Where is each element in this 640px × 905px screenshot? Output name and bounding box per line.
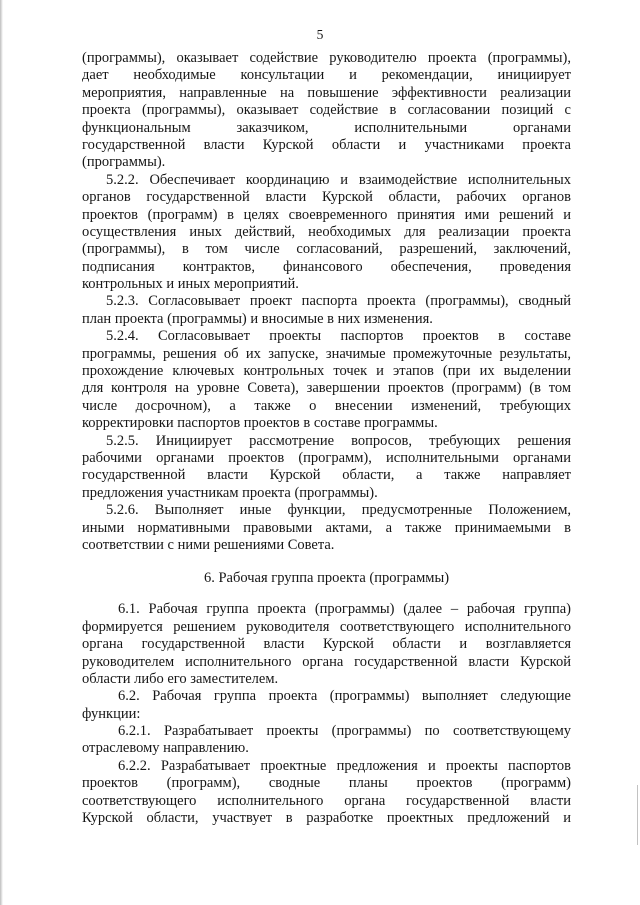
text-line: 5.2.6. Выполняет иные функции, предусмотренные Положением, <box>106 502 571 519</box>
text-line: мероприятия, направленные на повышение эффективности реализации <box>82 84 571 101</box>
text-line: функциональным заказчиком, исполнительными органами <box>82 119 571 136</box>
text-line: 5.2.5. Инициирует рассмотрение вопросов, требующих решения <box>106 432 571 449</box>
text-line: соответствующего исполнительного органа государственной власти <box>82 792 571 809</box>
document-body <box>82 50 571 827</box>
text-line: план проекта (программы) и вносимые в них изменения. <box>82 310 433 327</box>
text-line: 5.2.3. Согласовывает проект паспорта проекта (программы), сводный <box>106 293 571 310</box>
text-line: проекта (программы), оказывает содействие в согласовании позиций с <box>82 102 571 119</box>
text-line: 6.1. Рабочая группа проекта (программы) (далее – рабочая группа) <box>118 601 571 618</box>
text-line: 6.2.1. Разрабатывает проекты (программы) по соответствующему <box>118 723 571 740</box>
text-line: 5.2.4. Согласовывает проекты паспортов проектов в составе <box>106 328 571 345</box>
text-line: проектов (программ) в целях своевременного принятия ими решений и <box>82 206 571 223</box>
section-heading: 6. Рабочая группа проекта (программы) <box>203 570 450 587</box>
text-line: дает необходимые консультации и рекомендации, инициирует <box>82 67 571 84</box>
text-line: органа государственной власти Курской области и возглавляется <box>82 636 571 653</box>
text-line: прохождение ключевых контрольных точек и этапов (при их выделении <box>82 363 571 380</box>
text-line: иными нормативными правовыми актами, а также принимаемыми в <box>82 519 571 536</box>
text-line: подписания контрактов, финансового обеспечения, проведения <box>82 258 571 275</box>
text-line: 5.2.2. Обеспечивает координацию и взаимодействие исполнительных <box>106 171 571 188</box>
text-line: Курской области, участвует в разработке проектных предложений и <box>82 810 571 827</box>
text-line: программы, решения об их запуске, значимые промежуточные результаты, <box>82 345 571 362</box>
text-line: руководителем исполнительного органа государственной власти Курской <box>82 653 571 670</box>
text-line: органов государственной власти Курской области, рабочих органов <box>82 189 571 206</box>
scan-right-mark <box>637 785 638 845</box>
text-line: рабочими органами проектов (программ), исполнительными органами <box>82 449 571 466</box>
text-line: формируется решением руководителя соответствующего исполнительного <box>82 618 571 635</box>
text-line: числе досрочном), а также о внесении изменений, требующих <box>82 397 571 414</box>
text-line: (программы). <box>82 154 166 171</box>
section-6 <box>82 601 571 827</box>
scan-left-edge <box>0 0 3 905</box>
page-number: 5 <box>316 27 324 42</box>
text-line: контрольных и иных мероприятий. <box>82 276 299 293</box>
text-line: области либо его заместителем. <box>82 670 279 687</box>
text-line: 6.2.2. Разрабатывает проектные предложения и проекты паспортов <box>118 757 571 774</box>
text-line: проектов (программ), сводные планы проектов (программ) <box>82 775 571 792</box>
text-line: для контроля на уровне Совета), завершении проектов (программ) (в том <box>82 380 571 397</box>
text-line: корректировки паспортов проектов в составе программы. <box>82 415 438 432</box>
text-line: (программы), оказывает содействие руководителю проекта (программы), <box>82 50 571 66</box>
text-line: (программы), в том числе согласований, разрешений, заключений, <box>82 241 571 258</box>
text-line: отраслевому направлению. <box>82 740 249 757</box>
text-line: государственной власти Курской области, а также направляет <box>82 467 571 484</box>
text-line: соответствии с ними решениями Совета. <box>82 536 335 553</box>
text-line: функции: <box>82 705 141 722</box>
text-line: предложения участникам проекта (программы). <box>82 484 378 501</box>
text-line: осуществления иных действий, необходимых для реализации проекта <box>82 223 571 240</box>
text-line: государственной власти Курской области и участниками проекта <box>82 136 571 153</box>
text-line: 6.2. Рабочая группа проекта (программы) выполняет следующие <box>118 688 571 705</box>
section-5-continued <box>82 50 571 554</box>
